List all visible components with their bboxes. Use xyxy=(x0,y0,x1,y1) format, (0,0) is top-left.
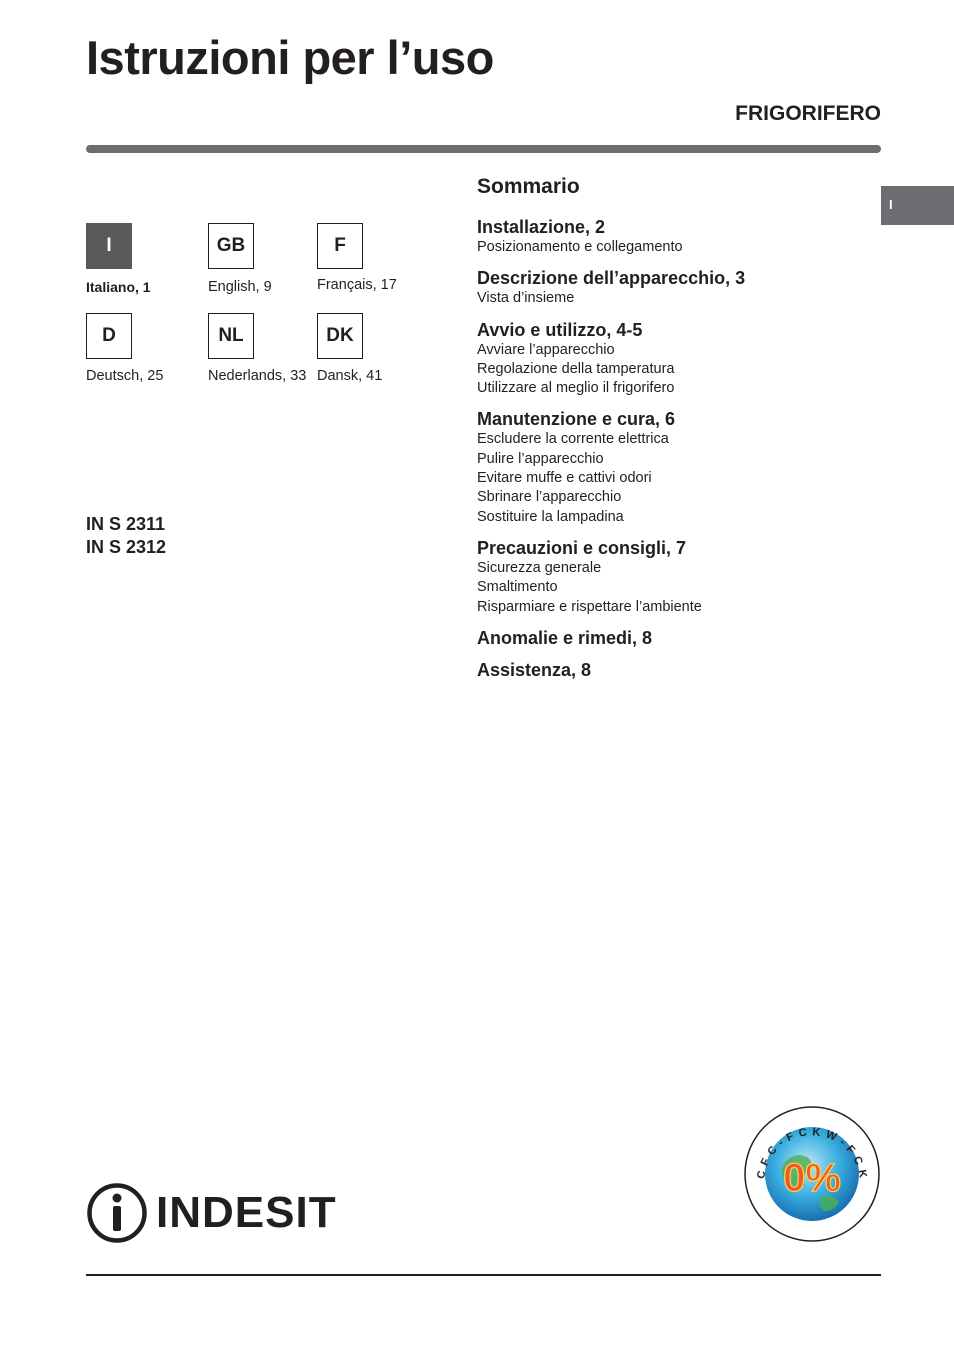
cfc-free-globe-icon xyxy=(743,1105,881,1243)
toc-section xyxy=(477,320,877,399)
lang-box-english[interactable]: GB xyxy=(208,223,254,269)
badge-percent: 0% xyxy=(783,1156,841,1200)
toc-subitem: Vista d’insieme xyxy=(477,290,575,307)
lang-box-italian[interactable]: I xyxy=(86,223,132,269)
lang-box-dutch[interactable]: NL xyxy=(208,313,254,359)
lang-label-english: English, 9 xyxy=(208,279,272,295)
toc-section xyxy=(477,538,877,617)
table-of-contents xyxy=(477,217,877,692)
footer-divider xyxy=(86,1274,881,1276)
toc-title: Sommario xyxy=(477,175,580,198)
lang-label-italian: Italiano, 1 xyxy=(86,279,151,295)
lang-label-german: Deutsch, 25 xyxy=(86,368,164,384)
toc-subitem: Evitare muffe e cattivi odori xyxy=(477,470,652,487)
lang-label-danish: Dansk, 41 xyxy=(317,368,383,384)
toc-subitem: Pulire l’apparecchio xyxy=(477,450,604,467)
toc-section xyxy=(477,628,877,649)
toc-section xyxy=(477,217,877,257)
toc-heading[interactable]: Descrizione dell’apparecchio, 3 xyxy=(477,268,746,289)
toc-heading[interactable]: Assistenza, 8 xyxy=(477,659,592,680)
toc-subitem: Sicurezza generale xyxy=(477,559,602,576)
lang-label-french: Français, 17 xyxy=(317,277,397,293)
toc-subitem: Sbrinare l’apparecchio xyxy=(477,489,622,506)
language-side-tab: I xyxy=(881,186,954,225)
toc-subitem: Utilizzare al meglio il frigorifero xyxy=(477,380,675,397)
toc-subitem: Regolazione della tamperatura xyxy=(477,360,675,377)
toc-subitem: Smaltimento xyxy=(477,579,558,596)
indesit-logo xyxy=(86,1183,337,1243)
header-divider xyxy=(86,145,881,153)
toc-section xyxy=(477,409,877,526)
model-number: IN S 2311 xyxy=(86,514,166,534)
toc-subitem: Posizionamento e collegamento xyxy=(477,239,683,255)
toc-section xyxy=(477,660,877,681)
toc-subitem: Sostituire la lampadina xyxy=(477,508,624,525)
brand-wordmark: INDESIT xyxy=(156,1188,337,1237)
badge-ring-text: C F C - F C K W - F C K xyxy=(755,1126,869,1180)
toc-heading[interactable]: Manutenzione e cura, 6 xyxy=(477,409,676,430)
indesit-i-logo-icon xyxy=(86,1183,148,1243)
lang-label-dutch: Nederlands, 33 xyxy=(208,368,307,384)
lang-box-french[interactable]: F xyxy=(317,223,363,269)
model-number: IN S 2312 xyxy=(86,537,167,557)
toc-heading[interactable]: Precauzioni e consigli, 7 xyxy=(477,537,687,558)
toc-heading[interactable]: Installazione, 2 xyxy=(477,217,606,237)
document-title: Istruzioni per l’uso xyxy=(86,31,494,84)
toc-section xyxy=(477,268,877,308)
lang-box-german[interactable]: D xyxy=(86,313,132,359)
lang-box-danish[interactable]: DK xyxy=(317,313,363,359)
toc-subitem: Avviare l’apparecchio xyxy=(477,341,615,358)
toc-heading[interactable]: Avvio e utilizzo, 4-5 xyxy=(477,319,643,340)
product-type: FRIGORIFERO xyxy=(735,102,881,125)
toc-subitem: Risparmiare e rispettare l’ambiente xyxy=(477,598,702,615)
toc-heading[interactable]: Anomalie e rimedi, 8 xyxy=(477,627,653,648)
toc-subitem: Escludere la corrente elettrica xyxy=(477,431,669,448)
